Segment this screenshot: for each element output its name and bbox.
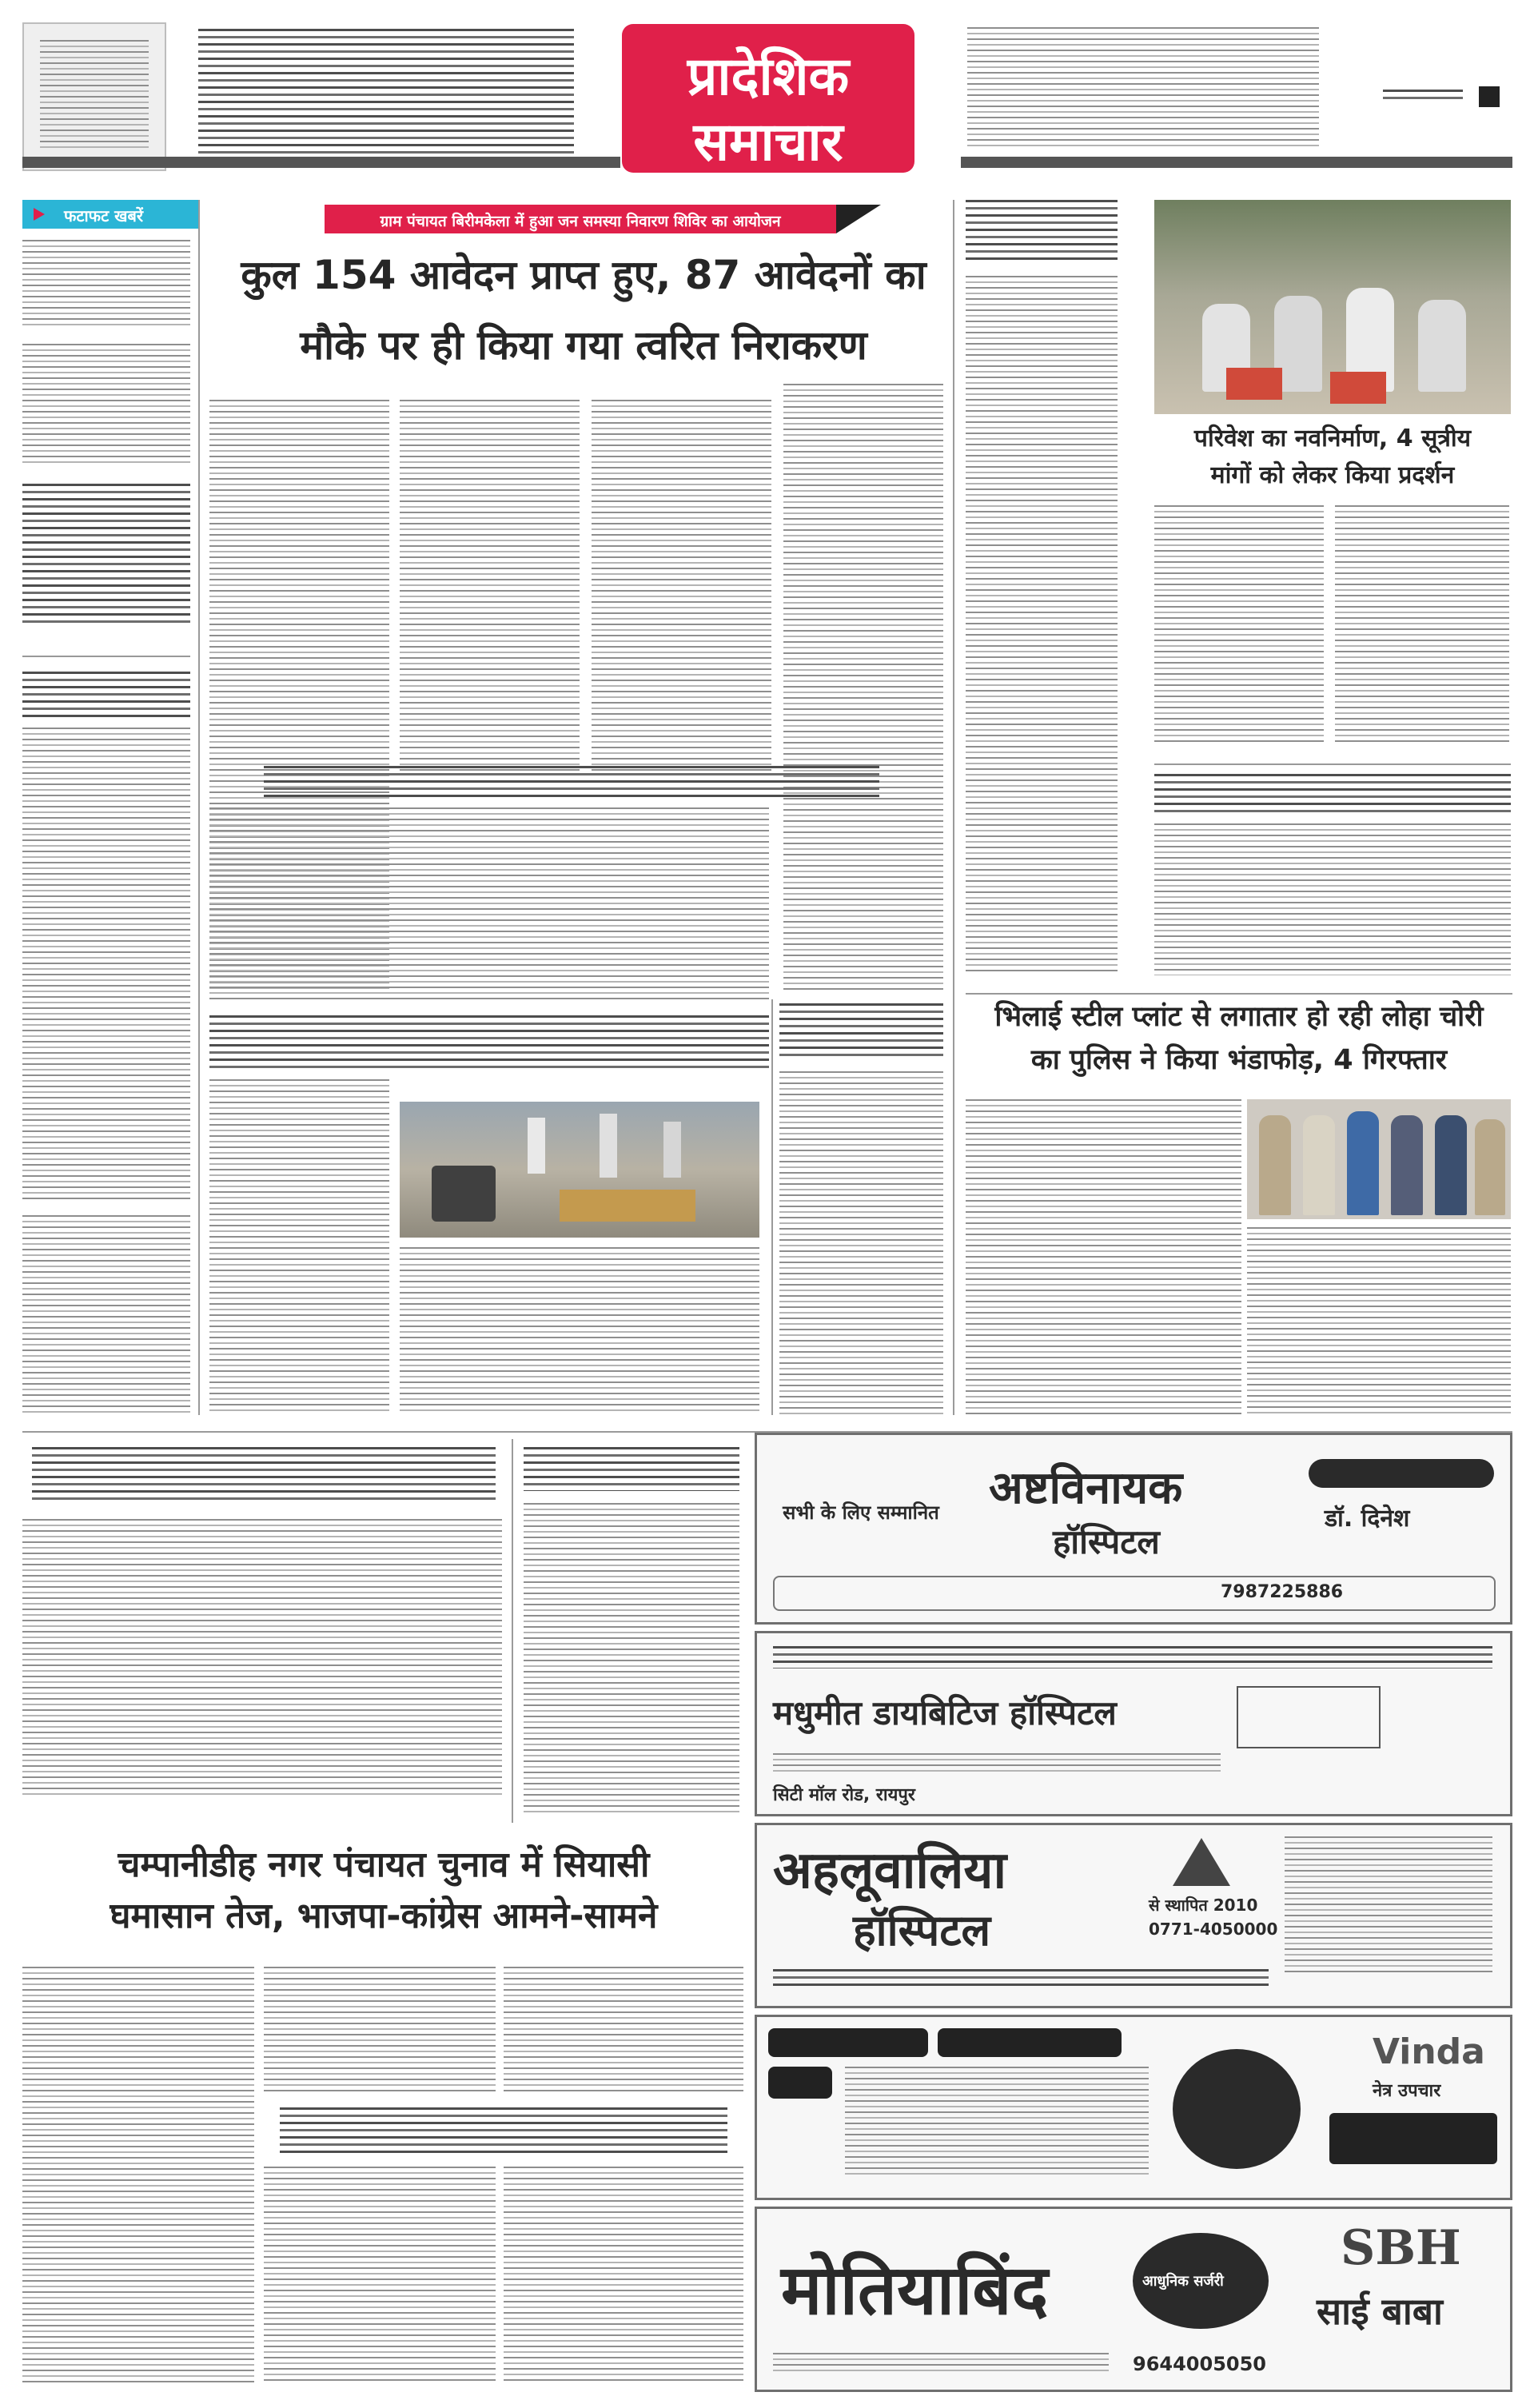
masthead-teaser-text xyxy=(198,29,574,169)
ad3-name-line1: अहलूवालिया xyxy=(773,1841,1007,1900)
lower-mid-body xyxy=(524,1503,739,1815)
left-brief-1 xyxy=(22,240,190,328)
fatafat-tab xyxy=(22,200,198,229)
story2-body-left xyxy=(209,1079,389,1415)
ad3-name-line2: हॉस्पिटल xyxy=(853,1905,991,1956)
masthead-rule xyxy=(22,157,620,168)
ad2-address: सिटी मॉल रोड, रायपुर xyxy=(773,1785,915,1805)
nagar-body-col1 xyxy=(22,1967,254,2382)
right-brief-head xyxy=(966,200,1118,264)
ad3-since: से स्थापित 2010 xyxy=(1149,1896,1258,1915)
nagar-body-col3 xyxy=(504,1967,743,2095)
protest-body-col1 xyxy=(1154,505,1324,745)
bhilai-headline-line2: का पुलिस ने किया भंडाफोड़, 4 गिरफ्तार xyxy=(1030,1044,1448,1076)
ad5-phone: 9644005050 xyxy=(1133,2353,1266,2375)
lead-kicker xyxy=(325,205,836,233)
protest-caption-line2: मांगों को लेकर किया प्रदर्शन xyxy=(1210,461,1455,489)
lead-body-col3 xyxy=(592,400,771,775)
lower-mid-headline xyxy=(524,1447,739,1491)
right-brief-body xyxy=(966,276,1118,971)
masthead-rule-right xyxy=(961,157,1512,168)
bhilai-body-col2 xyxy=(1247,1227,1511,1415)
ad1-left-text: सभी के लिए सम्मानित xyxy=(783,1501,939,1524)
story3-headline xyxy=(779,1003,943,1059)
ad-ashtavinayak xyxy=(755,1433,1512,1625)
arrested-accused-photo xyxy=(1247,1099,1511,1219)
ad5-brand: SBH xyxy=(1341,2220,1461,2276)
lead-headline-line1: कुल 154 आवेदन प्राप्त हुए, 87 आवेदनों का xyxy=(241,252,926,298)
section-title-box xyxy=(622,24,914,173)
story2-headline xyxy=(209,1015,769,1071)
ad-madhumeet xyxy=(755,1631,1512,1816)
ad5-brand-sub: साई बाबा xyxy=(1317,2290,1443,2333)
ad-vinda xyxy=(755,2015,1512,2200)
page-date-strip xyxy=(1383,86,1503,109)
right-small-headline xyxy=(1154,774,1511,814)
left-brief-3 xyxy=(22,484,190,628)
lower-left-body xyxy=(22,1519,502,1799)
lead-body-col4 xyxy=(783,384,943,991)
ad1-name: अष्टविनायक xyxy=(989,1462,1183,1514)
story3-body xyxy=(779,1071,943,1415)
section-title-line2: समाचार xyxy=(693,111,843,173)
protest-meeting-photo xyxy=(1154,200,1511,414)
ad4-brand: Vinda xyxy=(1373,2031,1485,2072)
ad1-sub: हॉस्पिटल xyxy=(1053,1522,1160,1561)
left-brief-5 xyxy=(22,1215,190,1415)
lower-left-headline xyxy=(32,1447,496,1503)
protest-body-col2 xyxy=(1335,505,1509,745)
lead-headline-line2: मौके पर ही किया गया त्वरित निराकरण xyxy=(300,322,867,369)
lead-body-col2 xyxy=(400,400,580,775)
left-brief-4 xyxy=(22,728,190,1199)
ad4-tag: नेत्र उपचार xyxy=(1373,2081,1441,2101)
lead-body-lower xyxy=(209,807,769,999)
police-seizure-photo xyxy=(400,1102,759,1238)
left-brief-4-head xyxy=(22,672,190,720)
masthead-logo-box xyxy=(22,22,166,171)
ad5-main: मोतियाबिंद xyxy=(781,2251,1049,2330)
bhilai-headline-line1: भिलाई स्टील प्लांट से लगातार हो रही लोहा चोरी xyxy=(994,1001,1484,1033)
nagar-body-col3b xyxy=(504,2167,743,2382)
ad5-badge: आधुनिक सर्जरी xyxy=(1142,2273,1224,2290)
fatafat-label: फटाफट खबरें xyxy=(64,206,144,225)
nagar-subhead xyxy=(280,2107,727,2155)
ad2-name: मधुमीत डायबिटिज हॉस्पिटल xyxy=(773,1693,1117,1732)
masthead-right-text xyxy=(967,27,1319,147)
lead-kicker-text: ग्राम पंचायत बिरीमकेला में हुआ जन समस्या निवारण शिविर का आयोजन xyxy=(380,213,781,230)
protest-caption-line1: परिवेश का नवनिर्माण, 4 सूत्रीय xyxy=(1193,425,1472,452)
ad1-phone: 7987225886 xyxy=(1221,1582,1344,1602)
ad3-phone: 0771-4050000 xyxy=(1149,1920,1278,1939)
section-title-line1: प्रादेशिक xyxy=(687,46,850,107)
nagar-headline-line2: घमासान तेज, भाजपा-कांग्रेस आमने-सामने xyxy=(110,1896,658,1936)
ad-sbh-motiyabind xyxy=(755,2207,1512,2392)
nagar-body-col2b xyxy=(264,2167,496,2382)
left-brief-2 xyxy=(22,344,190,464)
lead-subhead xyxy=(264,766,879,798)
ad1-doctor: डॉ. दिनेश xyxy=(1325,1505,1410,1533)
story2-body-right xyxy=(400,1247,759,1415)
bhilai-body-col1 xyxy=(966,1099,1241,1415)
right-small-body xyxy=(1154,823,1511,975)
nagar-headline-line1: चम्पानीडीह नगर पंचायत चुनाव में सियासी xyxy=(118,1844,650,1885)
nagar-body-col2 xyxy=(264,1967,496,2095)
ad-ahluwalia xyxy=(755,1823,1512,2008)
